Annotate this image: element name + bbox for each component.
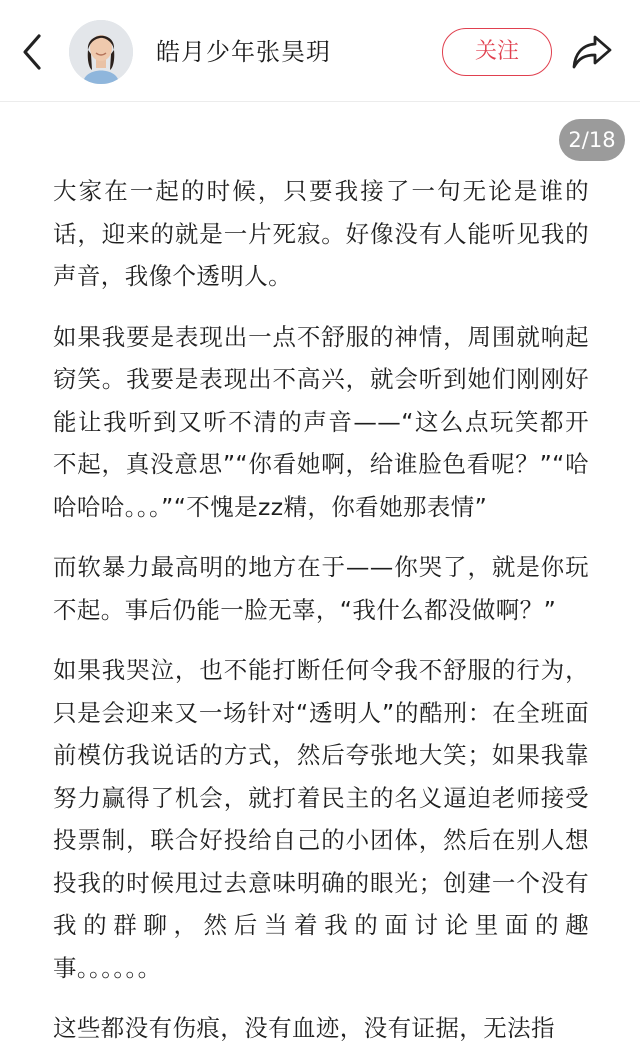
top-bar xyxy=(0,0,640,102)
page-indicator: 2/18 xyxy=(559,119,625,161)
author-name[interactable]: 皓月少年张昊玥 xyxy=(156,38,331,66)
user-avatar-icon xyxy=(69,20,133,84)
share-arrow-icon xyxy=(571,34,613,70)
article-paragraph: 如果我要是表现出一点不舒服的神情，周围就响起窃笑。我要是表现出不高兴，就会听到她们刚刚好能让我听到又听不清的声音——“这么点玩笑都开不起，真没意思”“你看她啊，给谁脸色看呢？”“哈哈哈哈。。。”“不愧是zz精，你看她那表情” xyxy=(53,322,589,521)
back-button[interactable] xyxy=(14,30,50,74)
back-chevron-icon xyxy=(20,32,44,72)
follow-button[interactable]: 关注 xyxy=(442,28,552,76)
article-paragraph: 而软暴力最高明的地方在于——你哭了，就是你玩不起。事后仍能一脸无辜，“我什么都没做啊？” xyxy=(53,553,589,624)
article-paragraph: 如果我哭泣，也不能打断任何令我不舒服的行为，只是会迎来又一场针对“透明人”的酷刑：在全班面前模仿我说话的方式，然后夸张地大笑；如果我靠努力赢得了机会，就打着民主的名义逼迫老师接受投票制，联合好投给自己的小团体，然后在别人想投我的时候甩过去意味明确的眼光；创建一个没有我的群聊，然后当着我的面讨论里面的趣事。。。。。。 xyxy=(53,656,589,982)
article-viewer[interactable] xyxy=(0,102,640,1048)
article-paragraph: 大家在一起的时候，只要我接了一句无论是谁的话，迎来的就是一片死寂。好像没有人能听见我的声音，我像个透明人。 xyxy=(53,177,589,290)
article-paragraph: 这些都没有伤痕，没有血迹，没有证据，无法指 xyxy=(53,1014,555,1042)
article-body xyxy=(53,170,589,1048)
share-button[interactable] xyxy=(568,30,616,74)
author-avatar[interactable] xyxy=(69,20,133,84)
